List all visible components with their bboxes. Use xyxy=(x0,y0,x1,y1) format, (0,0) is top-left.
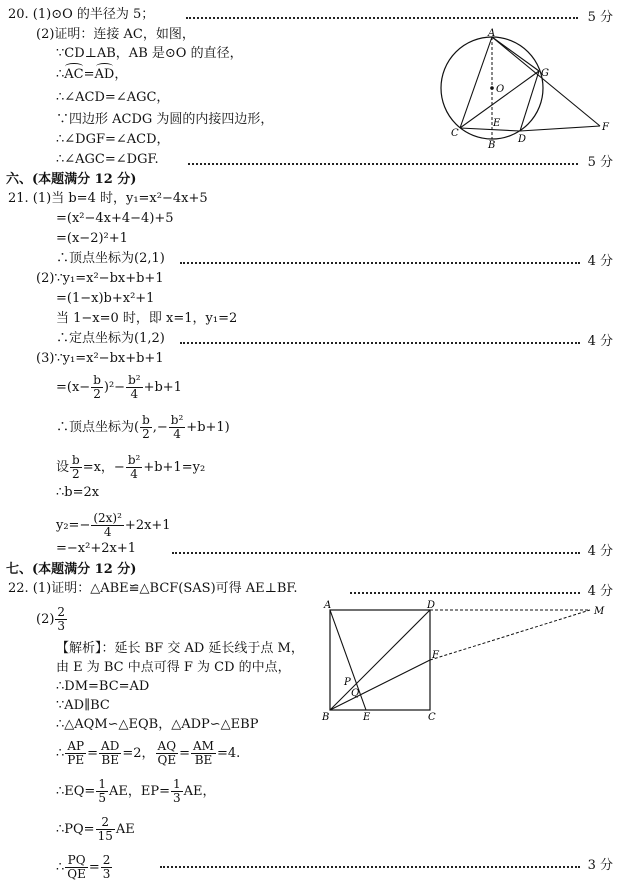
q20-score2: 5 分 xyxy=(587,155,613,170)
q22-line4: 由 E 为 BC 中点可得 F 为 CD 的中点， xyxy=(56,660,291,675)
leader-dots xyxy=(350,592,580,594)
q20-line3: ∵CD⊥AB，AB 是⊙O 的直径， xyxy=(56,46,243,61)
label-g: G xyxy=(541,68,549,79)
label-a: A xyxy=(488,28,496,39)
segment-df xyxy=(520,126,600,131)
q21-score1: 4 分 xyxy=(587,254,613,269)
q21-score2: 4 分 xyxy=(587,334,613,349)
label-b: B xyxy=(488,140,496,150)
label-d: D xyxy=(427,600,436,611)
q22-line2: (2) $\frac{2}{3}$ xyxy=(36,605,66,633)
circle-figure xyxy=(440,28,620,150)
label-e: E xyxy=(493,118,501,129)
q20-score1: 5 分 xyxy=(587,10,613,25)
q22-line9: ∴EQ= $\frac{1}{5}$ AE，EP= $\frac{1}{3}$ AE， xyxy=(56,777,216,805)
leader-dots xyxy=(180,262,580,264)
leader-dots xyxy=(172,552,580,554)
q20-line1: 20. (1)⊙O 的半径为 5； xyxy=(8,7,155,22)
label-p: P xyxy=(344,677,351,688)
chord-cd xyxy=(460,128,520,131)
section7-heading: 七、(本题满分 12 分) xyxy=(6,562,137,577)
q22-line6: ∵AD∥BC xyxy=(56,698,110,713)
extension-fm xyxy=(430,610,590,660)
q21-score3: 4 分 xyxy=(587,544,613,559)
q20-line2: (2)证明：连接 AC，如图， xyxy=(36,27,195,42)
segment-ae xyxy=(330,610,366,710)
label-m: M xyxy=(594,606,605,617)
q21-line7: 当 1−x=0 时，即 x=1，y₁=2 xyxy=(56,311,238,326)
q21-line4: ∴顶点坐标为(2,1) xyxy=(56,251,165,266)
q21-line14: y₂=− $\frac{\text{(2x)²}}{4}$ +2x+1 xyxy=(56,511,171,539)
label-f: F xyxy=(432,650,439,661)
q20-line5: ∴∠ACD=∠AGC， xyxy=(56,90,170,105)
q20-line8: ∴∠AGC=∠DGF. xyxy=(56,152,159,167)
leader-dots xyxy=(180,342,580,344)
label-o: O xyxy=(496,84,505,95)
q21-line5: (2)∵y₁=x²−bx+b+1 xyxy=(36,271,164,286)
label-c: C xyxy=(428,712,436,723)
leader-dots xyxy=(186,17,578,19)
segment-af xyxy=(492,37,600,126)
q21-line12: 设 $\frac{b}{2}$ =x，− $\frac{\text{b²}}{4}$ +b+1=y₂ xyxy=(56,453,206,481)
q20-line7: ∴∠DGF=∠ACD， xyxy=(56,132,170,147)
q21-line15: =−x²+2x+1 xyxy=(56,541,136,556)
q22-line5: ∴DM=BC=AD xyxy=(56,679,150,694)
leader-dots xyxy=(160,866,580,868)
label-d: D xyxy=(518,134,527,145)
q22-score2: 3 分 xyxy=(587,858,613,873)
q20-line6: ∵四边形 ACDG 为圆的内接四边形， xyxy=(56,112,274,127)
q21-line8: ∴定点坐标为(1,2) xyxy=(56,331,165,346)
q22-score1: 4 分 xyxy=(587,584,613,599)
q21-line13: ∴b=2x xyxy=(56,485,100,500)
center-dot xyxy=(490,86,494,90)
q21-line3: =(x−2)²+1 xyxy=(56,231,128,246)
q21-line6: =(1−x)b+x²+1 xyxy=(56,291,155,306)
square-figure xyxy=(318,596,618,724)
q21-line1: 21. (1)当 b=4 时，y₁=x²−4x+5 xyxy=(8,191,208,206)
q20-line4: ∴AC=AD， xyxy=(56,67,128,82)
segment-ac xyxy=(460,37,492,128)
q21-line11: ∴顶点坐标为( $\frac{b}{2}$ ,− $\frac{\text{b²}}{4}$ +b+1) xyxy=(56,413,230,441)
section6-heading: 六、(本题满分 12 分) xyxy=(6,172,137,187)
leader-dots xyxy=(188,163,578,165)
q22-line7: ∴△AQM∽△EQB，△ADP∽△EBP xyxy=(56,717,259,732)
label-b: B xyxy=(322,712,330,723)
diagonal-bd xyxy=(330,610,430,710)
q21-line9: (3)∵y₁=x²−bx+b+1 xyxy=(36,351,164,366)
q21-line2: =(x²−4x+4−4)+5 xyxy=(56,211,174,226)
q22-line8: ∴ $\frac{AP}{PE}$ = $\frac{AD}{BE}$ =2， $\frac{AQ}{QE}$ = $\frac{AM}{BE}$ =4. xyxy=(56,739,241,767)
q22-line3: 【解析】：延长 BF 交 AD 延长线于点 M， xyxy=(56,641,304,656)
label-a: A xyxy=(324,600,332,611)
label-c: C xyxy=(451,128,459,139)
q22-line10: ∴PQ= $\frac{2}{15}$ AE xyxy=(56,815,135,843)
q21-line10: =(x− $\frac{b}{2}$ )²− $\frac{\text{b²}}{4}$ +b+1 xyxy=(56,373,182,401)
q22-line11: ∴ $\frac{PQ}{QE}$ = $\frac{2}{3}$ xyxy=(56,853,111,881)
label-q: Q xyxy=(351,688,360,699)
q22-line1: 22. (1)证明：△ABE≌△BCF(SAS)可得 AE⊥BF. xyxy=(8,581,298,596)
label-e: E xyxy=(363,712,371,723)
label-f: F xyxy=(602,122,609,133)
